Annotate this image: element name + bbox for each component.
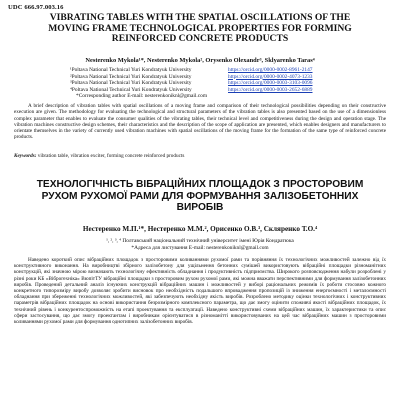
- authors-english: Nesterenko Mykola¹*, Nesterenko Mykola², Orysenko Olexandr³, Sklyarenko Taras⁴: [85, 57, 315, 64]
- udc-code: UDC 666.97.003.16: [8, 4, 64, 11]
- affiliation-org: ³Poltava National Technical Yuri Kondratyuk University: [70, 80, 192, 87]
- corresponding-author-english: *Corresponding author E-mail: nesterenkoniknl@gmail.com: [76, 93, 208, 100]
- affiliation-row: [70, 80, 350, 87]
- orcid-link[interactable]: https://orcid.org/0000-0003-3103-0096: [228, 80, 313, 87]
- orcid-link[interactable]: https://orcid.org/0000-0002-8961-2147: [228, 67, 313, 73]
- orcid-link[interactable]: https://orcid.org/0000-0002-4073-1233: [228, 73, 313, 80]
- corresponding-author-ukrainian: *Адреса для листування E-mail: nesterenkoniknl@gmail.com: [131, 244, 269, 251]
- keywords-label: Keywords:: [14, 153, 37, 159]
- affiliations-list: [70, 67, 350, 100]
- affiliation-org: ¹Poltava National Technical Yuri Kondratyuk University: [70, 67, 192, 73]
- orcid-link[interactable]: https://orcid.org/0000-0003-2652-6889: [228, 86, 313, 93]
- affiliation-row: [70, 87, 350, 94]
- abstract-ukrainian: Наведено короткий опис вібраційних площадок з просторовими коливаннями рухомої рами та порівняння їх технологічних можливостей залежно від їх конструктивного виконання. На виробництві збірного залізобетону для ущільнення бетонних сумішей використовують вібраційні площадки різноманітних конструкцій, які значною мірою визначають технологічну ефективність обладнання і продуктивність підприємства. Широкого розповсюдження набули розроблені у різні роки КБ «Віброгехніка» ВюпітТУ вібраційні площадки з просторовим рухом рухомої рами, які можна вважати перспективними для формування залізобетонних виробів. Проведений детальний аналіз існуючих конструкцій вібраційних машин і можливостей у виборі раціональних режимів їх роботи стосовно кожного конкретного типорозміру виробу дозволяє зробити висновок про необхідність подальшого впровадження пропозицій із зниження енергоємності і металоємності обладнання при збереженні технологічних можливостей, які забезпечують необхідну якість виробів. Розроблено методику оцінки технологічних і конструктивних параметрів вібраційних площадок на основі використання безрозмірного комплексного параметра, що дає змогу оцінити споживчі якості вібраційних площадок, їх технічний рівень і конкурентоспроможність на етапі проектування та експлуатації. Наведено конструктивні схеми вібраційних машин, їх характеристики та опис сфери застосування, що дає змогу проектантам і виробникам орієнтуватися в різноманітті використовуваних на цей час вібраційних машин з просторовими коливаннями рухомої рами для формування однотипних залізобетонних виробів.: [14, 257, 386, 326]
- affiliation-row: [70, 67, 350, 74]
- affiliation-row: [70, 74, 350, 81]
- abstract-english: A brief description of vibration tables with spatial oscillations of a moving frame and comparison of their technological possibilities depending on their constructive execution are given. The methodology for evaluating the technological and structural parameters of the vibration tables is also presented based on the use of a dimensionless complex parameter that enables to evaluate the consumer qualities of the vibrating tables, their technical level and competitiveness during the design and operation stage. The vibration machines constructive design schemes, their characteristics and the description of the scope of application are presented, which enables designers and manufacturers to orientate themselves in the variety of currently used vibration machines with spatial oscillations of the moving frame for the formation of the same type of reinforced concrete products.: [14, 103, 386, 141]
- affiliation-org: ⁴Poltava National Technical Yuri Kondratyuk University: [70, 86, 192, 93]
- title-english: VIBRATING TABLES WITH THE SPATIAL OSCILLATIONS OF THE MOVING FRAME TECHNOLOGICAL PROPERTIES FOR FORMING REINFORCED CONCRETE PRODUCTS: [48, 12, 352, 45]
- title-ukrainian: ТЕХНОЛОГІЧНІСТЬ ВІБРАЦІЙНИХ ПЛОЩАДОК З ПРОСТОРОВИМ РУХОМ РУХОМОЇ РАМИ ДЛЯ ФОРМУВАННЯ ЗАЛІЗОБЕТОННИХ ВИРОБІВ: [36, 179, 364, 214]
- affiliation-org: ²Poltava National Technical Yuri Kondratyuk University: [70, 73, 192, 80]
- authors-ukrainian: Нестеренко М.П.¹*, Нестеренко М.М.², Орисенко О.В.³, Скляренко Т.О.⁴: [82, 225, 318, 233]
- affiliation-ukrainian-line: ¹, ², ³, ⁴ Полтавський національний технічний університет імені Юрія Кондратюка: [106, 238, 294, 244]
- affiliation-ukrainian: [20, 238, 380, 252]
- keywords-text: vibration table, vibration exciter, forming concrete reinforced products: [37, 153, 185, 159]
- keywords-line: [14, 153, 386, 159]
